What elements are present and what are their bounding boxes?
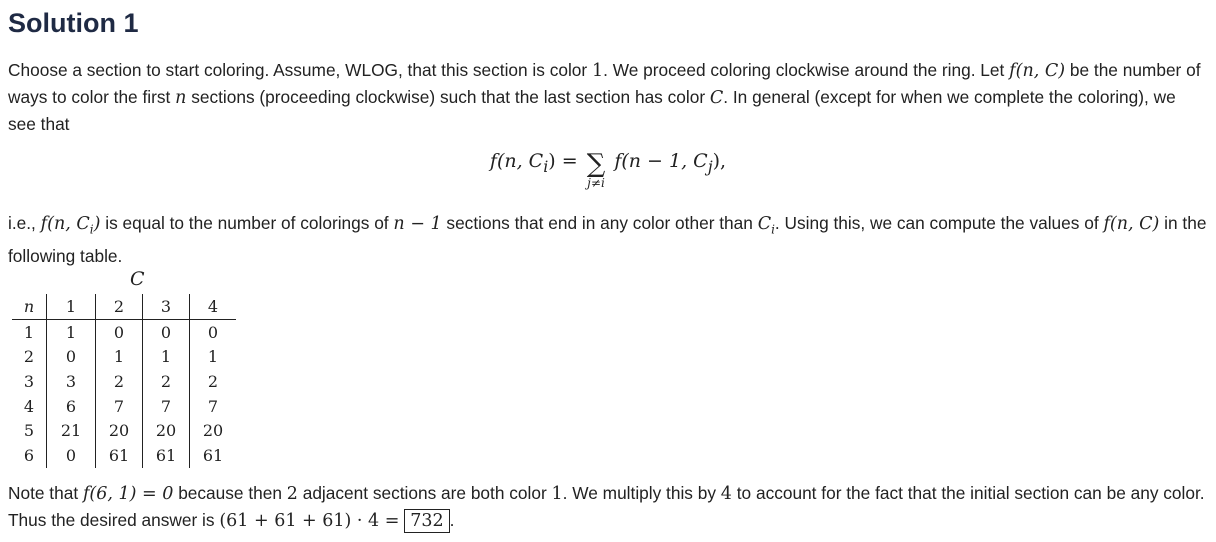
table-cell: 20 — [96, 418, 143, 443]
table-cell: 61 — [202, 445, 224, 465]
text-segment: . We multiply this by — [562, 483, 721, 503]
math-inline: n — [175, 88, 187, 108]
table-cell: 0 — [207, 322, 219, 342]
table-cell: 7 — [96, 394, 143, 419]
table-cell: 0 — [47, 344, 96, 369]
table-cell: 7 — [207, 396, 219, 416]
table-cell: 6 — [47, 394, 96, 419]
equation-lhs: f(n, C — [489, 150, 544, 173]
text-segment: is equal to the number of colorings of — [100, 213, 394, 233]
table-header-row — [12, 294, 236, 319]
text-segment: in the following table. — [8, 213, 1207, 266]
table-cell: 0 — [143, 319, 190, 344]
text-segment: . In general (except for when we complete the coloring), we see that — [8, 87, 1176, 134]
table-row — [12, 443, 236, 468]
text-segment: sections that end in any color other than — [441, 213, 758, 233]
table-column-header: 4 — [190, 294, 237, 319]
math-inline: 2 — [286, 484, 298, 504]
summation-index: j≠i — [587, 176, 605, 190]
text-segment: i.e., — [8, 213, 41, 233]
table-column-header: 2 — [96, 294, 143, 319]
table-cell-n: 5 — [12, 418, 47, 443]
section-heading: Solution 1 — [8, 8, 139, 38]
text-segment: Choose a section to start coloring. Assume, WLOG, that this section is color — [8, 60, 592, 80]
text-segment: to account for the fact that the initial section can be any color. Thus the desired answer is — [8, 483, 1205, 530]
table-row — [12, 319, 236, 344]
text-segment: be the number of ways to color the first — [8, 60, 1201, 107]
table-column-group-label: C — [130, 268, 145, 290]
final-answer-box: 732 — [404, 509, 449, 533]
equation-rhs-end: ), — [712, 150, 727, 173]
table-cell-n: 6 — [12, 443, 47, 468]
math-inline: 1 — [551, 484, 563, 504]
text-segment: sections (proceeding clockwise) such that the last section has color — [186, 87, 710, 107]
table-column-header: 3 — [143, 294, 190, 319]
table-cell: 3 — [47, 369, 96, 394]
table-column-header: 1 — [47, 294, 96, 319]
text-segment: Note that — [8, 483, 83, 503]
table-cell: 2 — [96, 369, 143, 394]
text-segment: . We proceed coloring clockwise around the ring. Let — [603, 60, 1010, 80]
table-row-header: n — [12, 294, 47, 319]
math-inline: f(n, C) — [1103, 214, 1160, 234]
math-inline: n − 1 — [393, 214, 442, 234]
table-cell: 21 — [47, 418, 96, 443]
table-cell: 61 — [143, 443, 190, 468]
table-row — [12, 394, 236, 419]
equation-rhs: f(n − 1, C — [614, 150, 708, 173]
table-row — [12, 369, 236, 394]
table-cell-n: 3 — [12, 369, 47, 394]
text-segment: . Using this, we can compute the values of — [774, 213, 1104, 233]
table-cell: 20 — [143, 418, 190, 443]
table-cell: 1 — [96, 344, 143, 369]
table-cell-n: 4 — [12, 394, 47, 419]
equation-lhs-subscript: i — [543, 156, 549, 176]
equation-equals: ) = — [548, 150, 578, 173]
table-cell: 1 — [207, 347, 219, 367]
math-inline: 4 — [720, 484, 732, 504]
math-inline: f(n, $C_i$) — [40, 214, 101, 237]
table-row — [12, 418, 236, 443]
table-cell-n: 2 — [12, 344, 47, 369]
math-inline: 1 — [591, 61, 604, 81]
table-cell-n: 1 — [12, 319, 47, 344]
math-inline: C — [709, 88, 724, 108]
table-cell: 2 — [143, 369, 190, 394]
equation-rhs-subscript: j — [707, 156, 713, 176]
math-inline: (61 + 61 + 61) · 4 = — [219, 511, 400, 531]
math-inline: $C_i$ — [757, 214, 775, 237]
text-segment: . — [449, 510, 455, 530]
explanation-paragraph — [8, 210, 1208, 269]
intro-paragraph — [8, 57, 1208, 137]
conclusion-paragraph — [8, 480, 1208, 534]
recurrence-equation — [0, 144, 1216, 190]
math-inline: f(6, 1) = 0 — [82, 484, 174, 504]
table-cell: 1 — [143, 344, 190, 369]
summation-symbol: ∑ — [586, 149, 606, 179]
table-cell: 1 — [47, 319, 96, 344]
table-cell: 20 — [202, 421, 224, 441]
math-inline: f(n, C) — [1009, 61, 1066, 81]
text-segment: because then — [173, 483, 287, 503]
table-cell: 7 — [143, 394, 190, 419]
table-cell: 0 — [96, 319, 143, 344]
table-cell: 0 — [47, 443, 96, 468]
table-cell: 61 — [96, 443, 143, 468]
values-table — [12, 294, 236, 468]
table-cell: 2 — [207, 371, 219, 391]
table-row — [12, 344, 236, 369]
text-segment: adjacent sections are both color — [297, 483, 552, 503]
